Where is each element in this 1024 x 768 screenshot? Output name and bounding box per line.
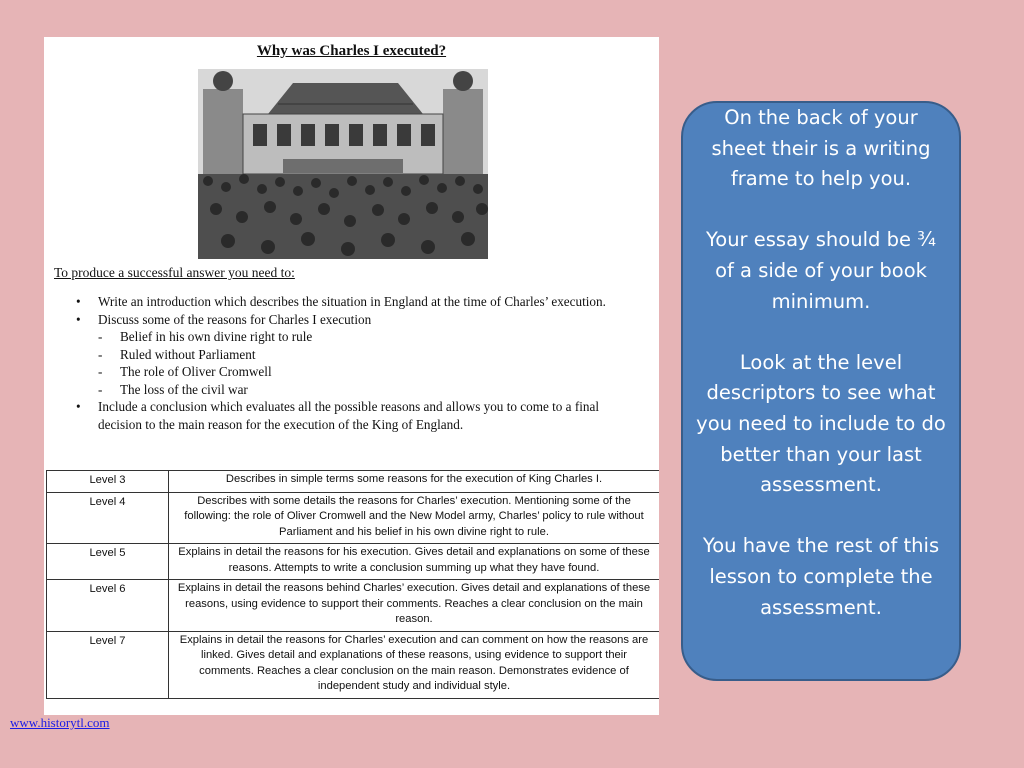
level-descriptors-table [46, 470, 659, 699]
level-cell: Level 4 [47, 492, 169, 544]
callout-paragraph: Your essay should be ¾ of a side of your book minimum. [705, 228, 937, 313]
dash: - [98, 364, 103, 379]
level-cell: Level 6 [47, 580, 169, 632]
worksheet [44, 37, 659, 715]
list-item [54, 311, 644, 399]
worksheet-title: Why was Charles I executed? [256, 43, 447, 59]
table-row [47, 631, 660, 698]
table-row [47, 471, 660, 493]
descriptor-cell: Explains in detail the reasons behind Charles’ execution. Gives detail and explanations of these reasons, using evidence to support their comments. Reaches a clear conclusion on the main reason. [169, 580, 660, 632]
table-row [47, 492, 660, 544]
list-item [54, 293, 644, 311]
list-item [54, 398, 644, 433]
requirement-text: Include a conclusion which evaluates all the possible reasons and allows you to come to a final decision to the main reason for the execution of the King of England. [98, 399, 599, 432]
bullet: • [76, 294, 81, 309]
instructions-heading: To produce a successful answer you need to: [54, 265, 295, 280]
sub-list-item [54, 381, 644, 399]
callout-paragraph: Look at the level descriptors to see what you need to include to do better than your last assessment. [696, 350, 946, 497]
descriptor-cell: Explains in detail the reasons for Charles’ execution and can comment on how the reasons are linked. Gives detail and explanations of these reasons, using evidence to support their comments. Reaches a clear conclusion on the main reason. Demonstrates evidence of independent study and individual style. [169, 631, 660, 698]
instructions-callout [681, 101, 961, 681]
descriptor-cell: Describes with some details the reasons for Charles’ execution. Mentioning some of the following: the role of Oliver Cromwell and the New Model army, Charles’ policy to rule without Parliament and his belief in his own divine right to rule. [169, 492, 660, 544]
reason-text: Belief in his own divine right to rule [120, 329, 313, 344]
bullet: • [76, 399, 81, 414]
level-cell: Level 3 [47, 471, 169, 493]
dash: - [98, 381, 103, 397]
historytl-link[interactable]: www.historytl.com [10, 715, 110, 730]
requirement-text: Discuss some of the reasons for Charles I execution [98, 311, 372, 327]
bullet: • [76, 311, 81, 327]
reasons-sublist [98, 328, 644, 398]
execution-engraving-image [198, 69, 488, 259]
descriptor-cell: Explains in detail the reasons for his execution. Gives detail and explanations on some of these reasons. Attempts to write a conclusion summing up what they have found. [169, 544, 660, 580]
reason-text: Ruled without Parliament [120, 346, 256, 362]
sub-list-item [54, 363, 644, 381]
requirement-text: Write an introduction which describes the situation in England at the time of Charles’ execution. [98, 294, 606, 309]
dash: - [98, 329, 103, 344]
callout-paragraph: You have the rest of this lesson to complete the assessment. [702, 534, 940, 619]
reason-text: The role of Oliver Cromwell [120, 364, 272, 379]
dash: - [98, 346, 103, 362]
level-cell: Level 5 [47, 544, 169, 580]
sub-list-item [54, 346, 644, 364]
descriptor-cell: Describes in simple terms some reasons for the execution of King Charles I. [169, 471, 660, 493]
level-cell: Level 7 [47, 631, 169, 698]
callout-paragraph: On the back of your sheet their is a writing frame to help you. [711, 106, 931, 191]
sub-list-item [54, 328, 644, 346]
table-row [47, 580, 660, 632]
reason-text: The loss of the civil war [120, 381, 248, 397]
requirements-list [54, 293, 644, 433]
table-row [47, 544, 660, 580]
